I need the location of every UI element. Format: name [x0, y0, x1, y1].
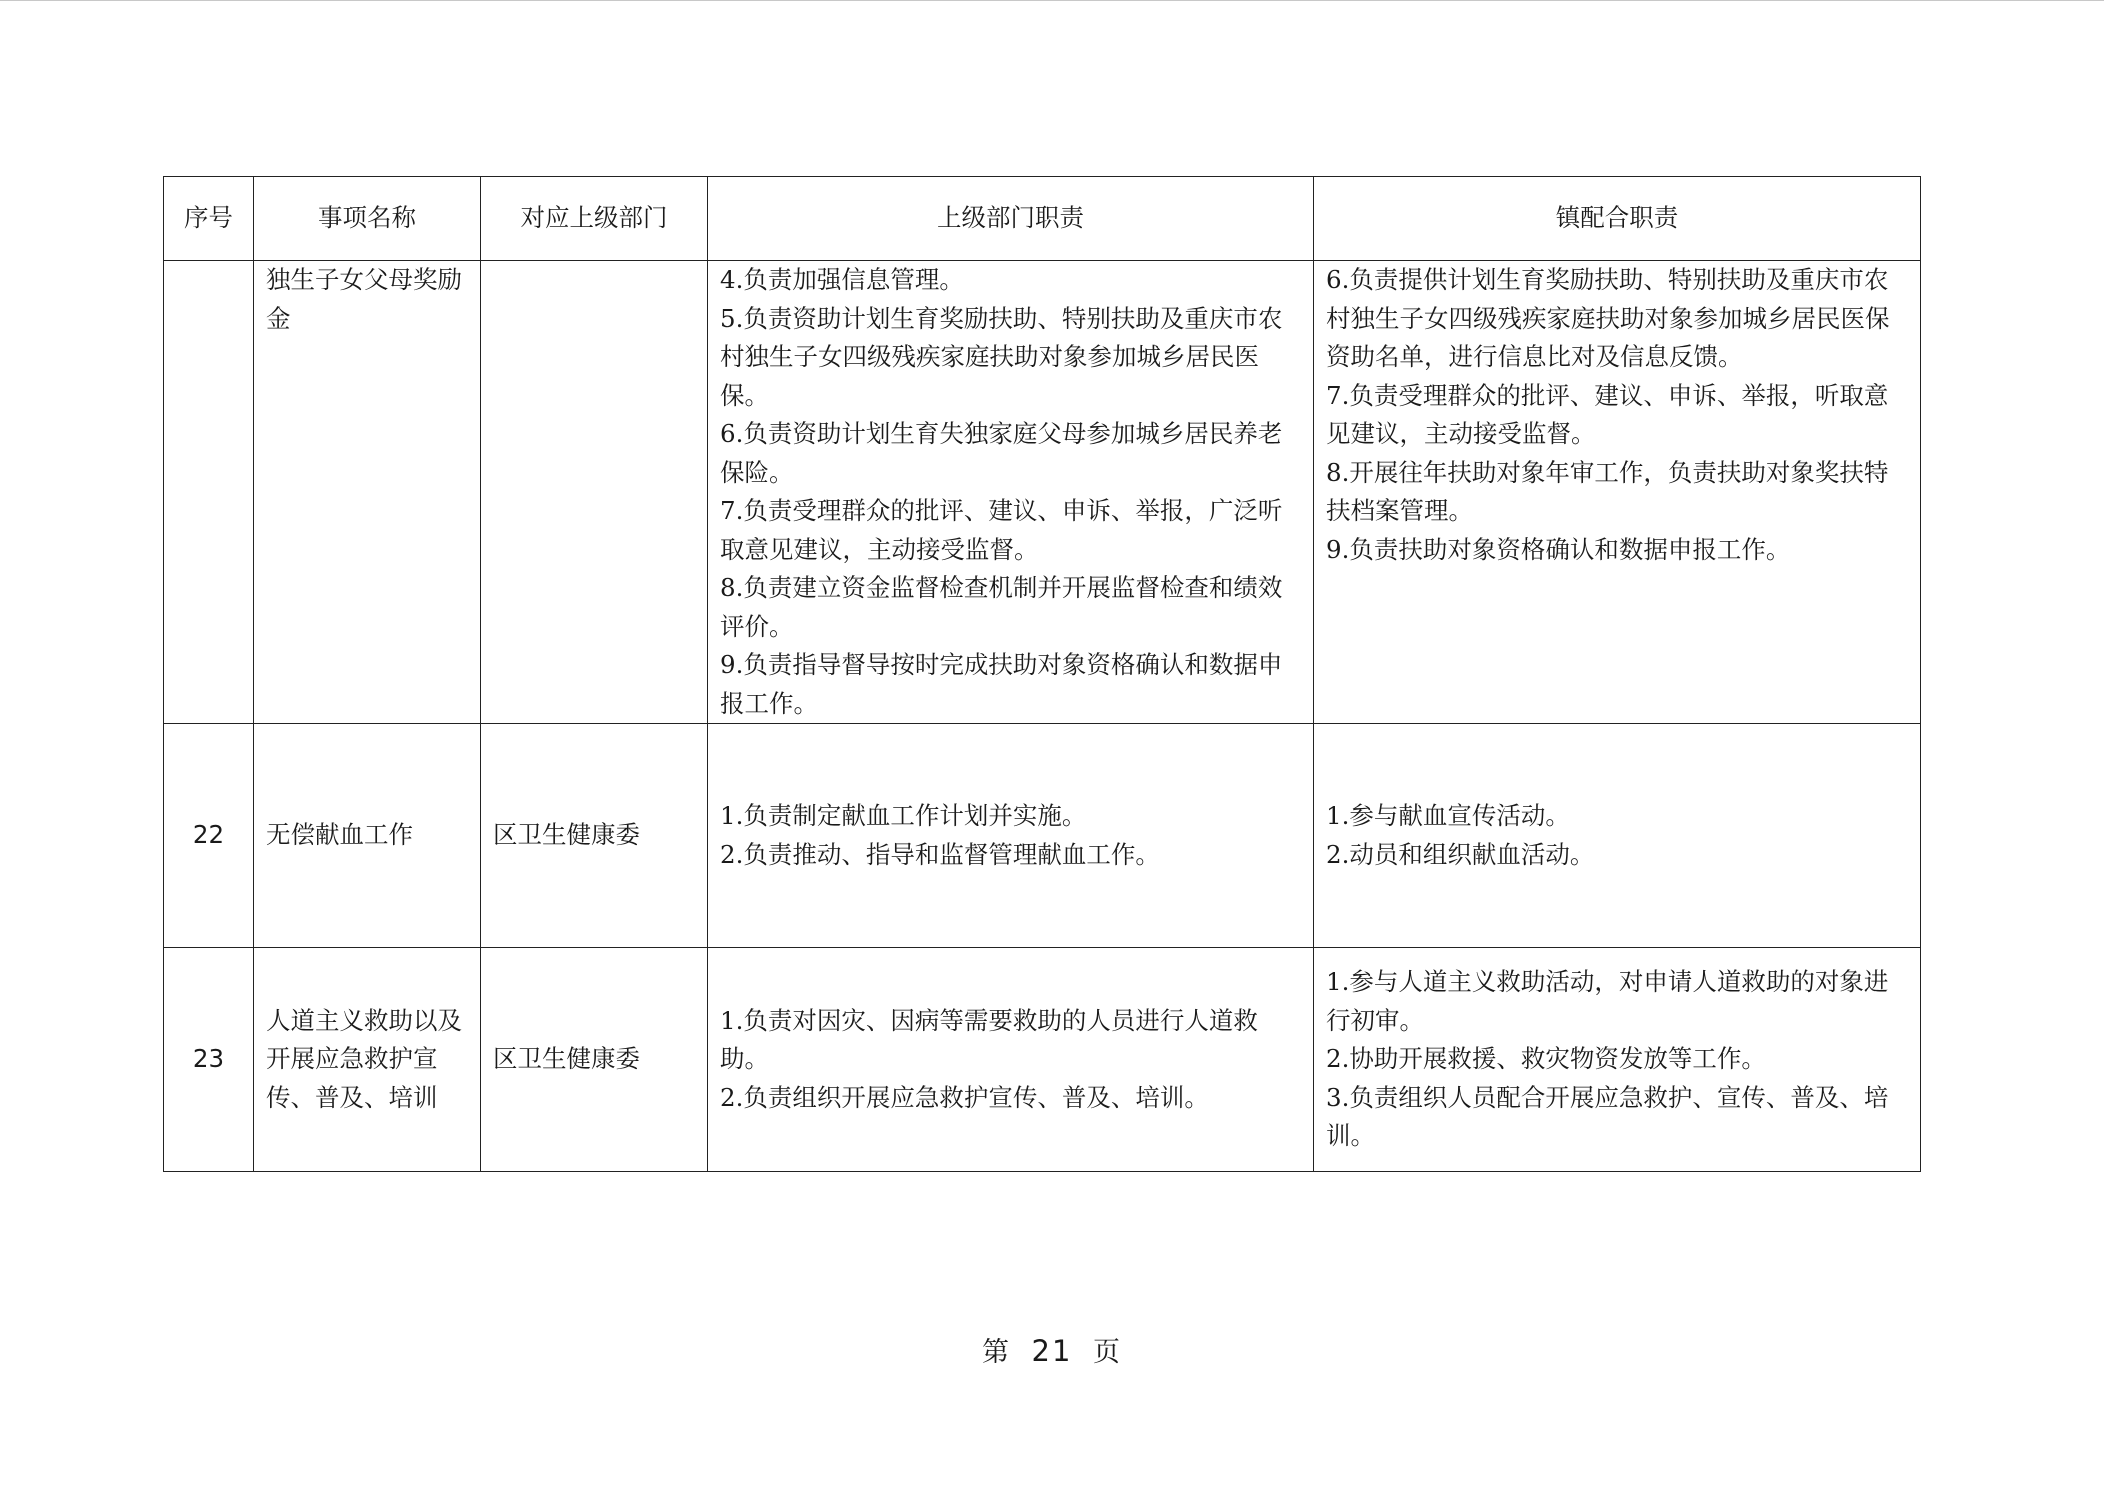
duty-item: 9.负责扶助对象资格确认和数据申报工作。	[1326, 534, 1791, 564]
row-town-duties	[1314, 724, 1921, 948]
row-upper-dept: 区卫生健康委	[481, 948, 708, 1172]
duty-item: 7.负责受理群众的批评、建议、申诉、举报，广泛听取意见建议，主动接受监督。	[720, 496, 1283, 564]
row-upper-duties	[708, 261, 1314, 724]
row-town-duties	[1314, 261, 1921, 724]
page-number: 21	[1031, 1334, 1073, 1368]
duty-item: 1.负责对因灾、因病等需要救助的人员进行人道救助。	[720, 1005, 1258, 1074]
row-upper-duties	[708, 724, 1314, 948]
duty-item: 2.动员和组织献血活动。	[1326, 839, 1595, 869]
row-upper-duties	[708, 948, 1314, 1172]
duty-item: 6.负责资助计划生育失独家庭父母参加城乡居民养老保险。	[720, 419, 1283, 487]
header-serial-no: 序号	[164, 177, 254, 261]
row-item-name: 人道主义救助以及开展应急救护宣传、普及、培训	[254, 948, 481, 1172]
row-upper-dept: 区卫生健康委	[481, 724, 708, 948]
page-suffix: 页	[1093, 1337, 1123, 1368]
duty-item: 1.参与献血宣传活动。	[1326, 801, 1570, 830]
duty-item: 1.参与人道主义救助活动，对申请人道救助的对象进行初审。	[1326, 967, 1889, 1035]
duty-item: 2.协助开展救援、救灾物资发放等工作。	[1326, 1044, 1766, 1074]
header-item-name: 事项名称	[254, 177, 481, 261]
duty-item: 2.负责推动、指导和监督管理献血工作。	[720, 839, 1160, 869]
duty-item: 8.负责建立资金监督检查机制并开展监督检查和绩效评价。	[720, 573, 1283, 641]
row-town-duties	[1314, 948, 1921, 1172]
duty-item: 3.负责组织人员配合开展应急救护、宣传、普及、培训。	[1326, 1082, 1889, 1151]
duty-item: 1.负责制定献血工作计划并实施。	[720, 801, 1087, 830]
page-footer	[0, 1330, 2104, 1369]
table-row	[164, 724, 1921, 948]
duty-item: 5.负责资助计划生育奖励扶助、特别扶助及重庆市农村独生子女四级残疾家庭扶助对象参加城乡居民医保。	[720, 303, 1283, 410]
row-serial-no: 22	[164, 724, 254, 948]
page-prefix: 第	[981, 1337, 1011, 1368]
row-item-name: 无偿献血工作	[254, 724, 481, 948]
duty-item: 6.负责提供计划生育奖励扶助、特别扶助及重庆市农村独生子女四级残疾家庭扶助对象参加城乡居民医保资助名单，进行信息比对及信息反馈。	[1326, 265, 1890, 371]
header-upper-duties: 上级部门职责	[708, 177, 1314, 261]
table-row	[164, 948, 1921, 1172]
row-item-name: 独生子女父母奖励金	[254, 261, 481, 724]
duty-table	[163, 176, 1921, 1172]
duty-item: 4.负责加强信息管理。	[720, 265, 964, 294]
duty-item: 9.负责指导督导按时完成扶助对象资格确认和数据申报工作。	[720, 650, 1283, 718]
duty-item: 2.负责组织开展应急救护宣传、普及、培训。	[720, 1082, 1209, 1112]
row-upper-dept	[481, 261, 708, 724]
row-serial-no: 23	[164, 948, 254, 1172]
header-town-duties: 镇配合职责	[1314, 177, 1921, 261]
top-border-line	[0, 0, 2104, 1]
duty-item: 7.负责受理群众的批评、建议、申诉、举报，听取意见建议，主动接受监督。	[1326, 380, 1889, 448]
table-row	[164, 261, 1921, 724]
table-header-row	[164, 177, 1921, 261]
header-upper-dept: 对应上级部门	[481, 177, 708, 261]
row-serial-no	[164, 261, 254, 724]
duty-item: 8.开展往年扶助对象年审工作，负责扶助对象奖扶特扶档案管理。	[1326, 457, 1889, 525]
